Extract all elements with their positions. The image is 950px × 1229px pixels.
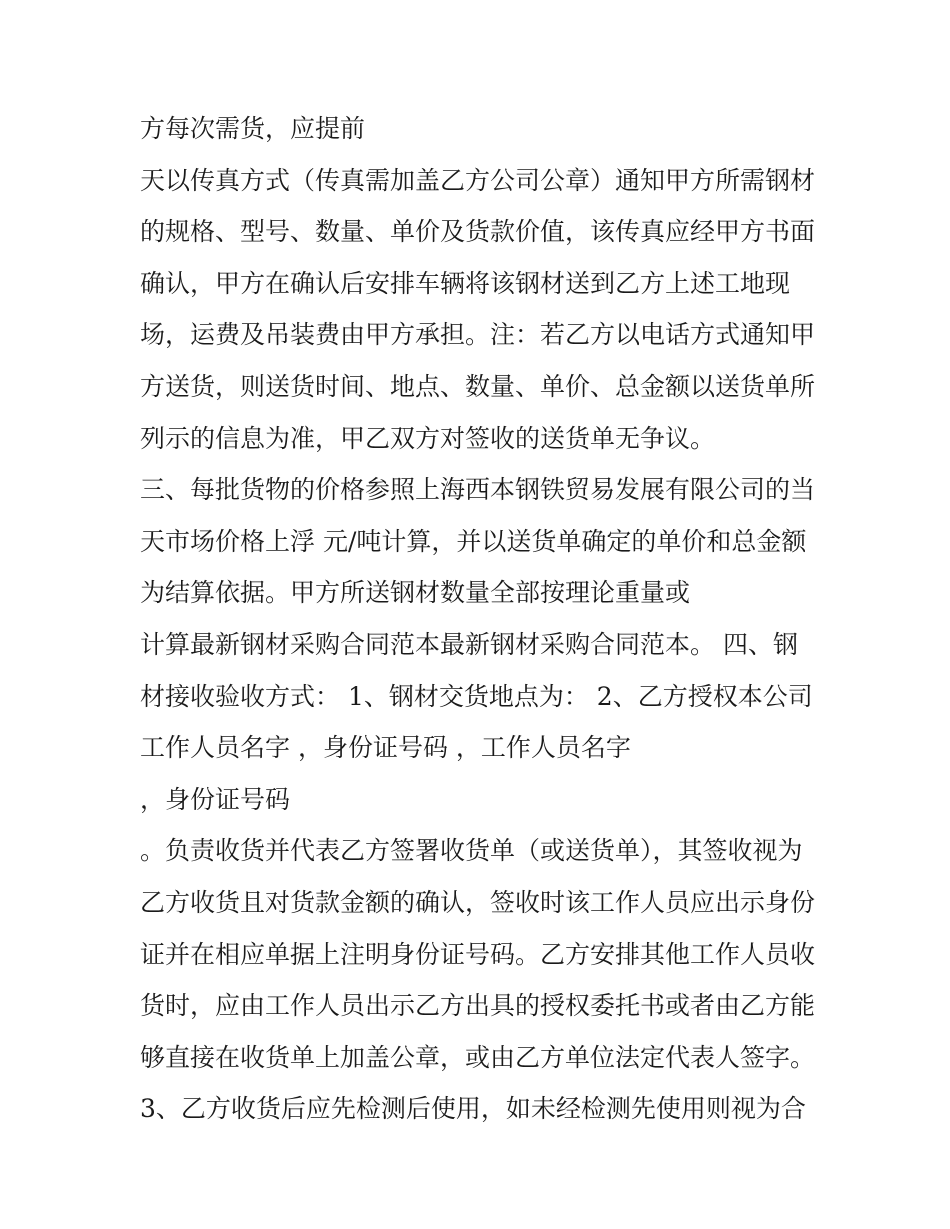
text-line: ，身份证号码: [140, 784, 291, 814]
text-line: 计算最新钢材采购合同范本最新钢材采购合同范本。 四、钢: [140, 629, 798, 659]
text-line: 3、乙方收货后应先检测后使用，如未经检测先使用则视为合: [140, 1094, 806, 1124]
text-line: 三、每批货物的价格参照上海西本钢铁贸易发展有限公司的当: [140, 475, 816, 505]
text-line: 乙方收货且对货款金额的确认，签收时该工作人员应出示身份: [140, 887, 816, 917]
text-line: 的规格、型号、数量、单价及货款价值，该传真应经甲方书面: [140, 217, 816, 247]
text-line: 够直接在收货单上加盖公章，或由乙方单位法定代表人签字。: [140, 1042, 816, 1072]
text-line: 。负责收货并代表乙方签署收货单（或送货单），其签收视为: [140, 836, 803, 866]
text-line: 工作人员名字 ，身份证号码 ，工作人员名字: [140, 733, 631, 763]
text-line: 列示的信息为准，甲乙双方对签收的送货单无争议。: [140, 423, 716, 453]
text-line: 天以传真方式（传真需加盖乙方公司公章）通知甲方所需钢材: [140, 165, 816, 195]
text-line: 证并在相应单据上注明身份证号码。乙方安排其他工作人员收: [140, 939, 816, 969]
contract-text-body: [140, 110, 820, 1142]
text-line: 为结算依据。甲方所送钢材数量全部按理论重量或: [140, 578, 691, 608]
text-line: 货时，应由工作人员出示乙方出具的授权委托书或者由乙方能: [140, 991, 816, 1021]
text-line: 确认，甲方在确认后安排车辆将该钢材送到乙方上述工地现: [140, 268, 791, 298]
text-line: 材接收验收方式： 1、钢材交货地点为： 2、乙方授权本公司: [140, 681, 813, 711]
text-line: 方送货，则送货时间、地点、数量、单价、总金额以送货单所: [140, 371, 816, 401]
text-line: 场，运费及吊装费由甲方承担。注：若乙方以电话方式通知甲: [140, 320, 816, 350]
text-line: 天市场价格上浮 元/吨计算，并以送货单确定的单价和总金额: [140, 526, 807, 556]
text-line: 方每次需货，应提前: [140, 114, 366, 143]
